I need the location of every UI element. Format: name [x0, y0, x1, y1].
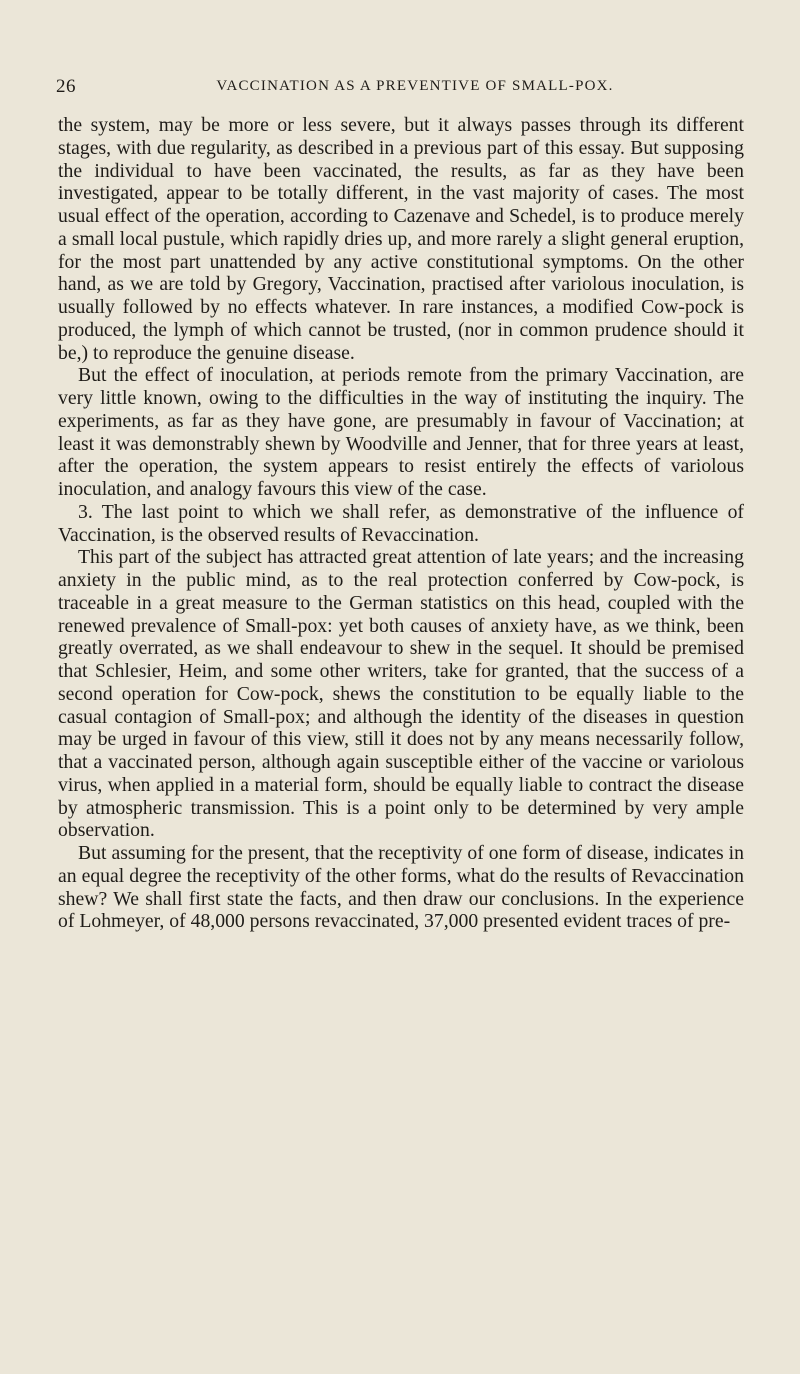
running-title: VACCINATION AS A PREVENTIVE OF SMALL-POX. [216, 78, 614, 94]
paragraph-continuation: the system, may be more or less severe, but it always passes through its different stages, with due regularity, as described in a previous part of this essay. But supposing the individual to have been vaccinated, the results, as far as they have been investigated, appear to be totally different, in the vast majority of cases. The most usual effect of the operation, according to Cazenave and Schedel, is to produce merely a small local pustule, which rapidly dries up, and more rarely a slight general eruption, for the most part unattended by any active constitutional symptoms. On the other hand, as we are told by Gregory, Vaccination, practised after variolous inoculation, is usually followed by no effects whatever. In rare instances, a modified Cow-pock is produced, the lymph of which cannot be trusted, (nor in common prudence should it be,) to reproduce the genuine disease. [58, 114, 744, 364]
paragraph-revaccination-attention: This part of the subject has attracted great attention of late years; and the increasing anxiety in the public mind, as to the real protection conferred by Cow-pock, is traceable in a great measure to the German statistics on this head, coupled with the renewed prevalence of Small-pox: yet both causes of anxiety have, as we think, been greatly overrated, as we shall endeavour to shew in the sequel. It should be premised that Schlesier, Heim, and some other writers, take for granted, that the success of a second operation for Cow-pock, shews the constitution to be equally liable to the casual contagion of Small-pox; and although the identity of the diseases in question may be urged in favour of this view, still it does not by any means necessarily follow, that a vaccinated person, although again susceptible either of the vaccine or variolous virus, when applied in a material form, should be equally liable to contract the disease by atmospheric transmission. This is a point only to be determined by very ample observation. [58, 546, 744, 842]
page-header [56, 76, 746, 100]
body-text [58, 114, 744, 933]
paragraph-point-three: 3. The last point to which we shall refer, as demonstrative of the influence of Vaccination, is the observed results of Revaccination. [58, 500, 744, 546]
page-number: 26 [56, 76, 76, 97]
paragraph-inoculation-effect: But the effect of inoculation, at periods remote from the primary Vaccination, are very little known, owing to the difficulties in the way of instituting the inquiry. The experiments, as far as they have gone, are presumably in favour of Vaccination; at least it was demonstrably shewn by Woodville and Jenner, that for three years at least, after the operation, the system appears to resist entirely the effects of variolous inoculation, and analogy favours this view of the case. [58, 364, 744, 500]
paragraph-receptivity: But assuming for the present, that the receptivity of one form of disease, indicates in an equal degree the receptivity of the other forms, what do the results of Revaccination shew? We shall first state the facts, and then draw our conclusions. In the experience of Lohmeyer, of 48,000 persons revaccinated, 37,000 presented evident traces of pre- [58, 842, 744, 933]
